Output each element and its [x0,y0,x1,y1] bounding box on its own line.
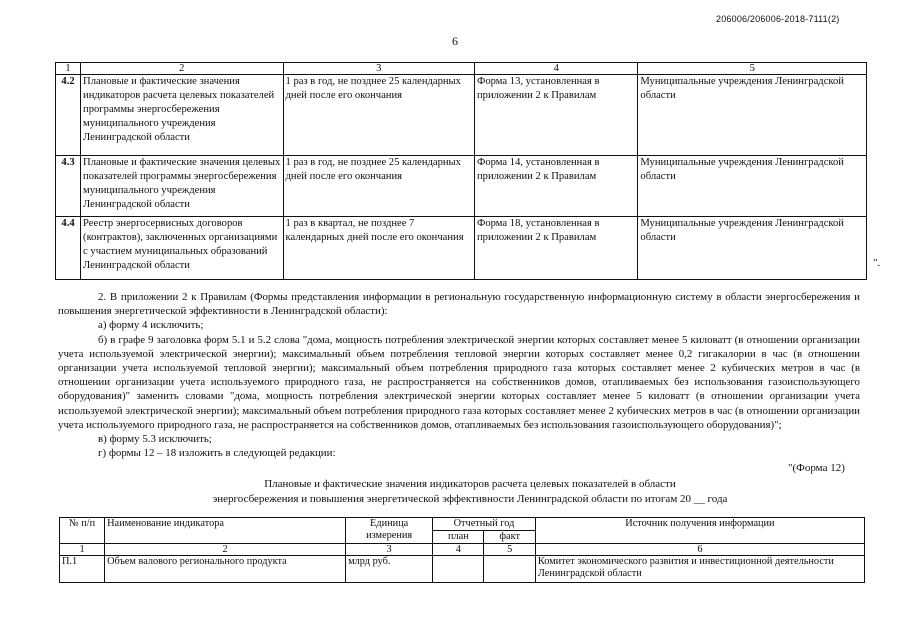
header-year: Отчетный год [433,518,536,531]
row-number: П.1 [60,556,105,583]
column-number-row [60,544,865,556]
row-indicator: Плановые и фактические значения индикаторов расчета целевых показателей программы энергосбережения муниципального учреждения Ленинградской области [81,75,283,156]
row-number: 4.2 [56,75,81,156]
row-responsible: Муниципальные учреждения Ленинградской области [638,217,867,280]
table-header-row [56,63,867,75]
col-number: 6 [535,544,864,556]
paragraph-a: а) форму 4 исключить; [98,319,204,332]
col-number: 4 [433,544,484,556]
row-name: Объем валового регионального продукта [105,556,346,583]
table-header-row [60,518,865,531]
closing-quote: ". [873,257,881,269]
header-num: № п/п [60,518,105,544]
col-number: 2 [105,544,346,556]
form-title [160,477,780,507]
header-col-5: 5 [638,63,867,75]
header-col-1: 1 [56,63,81,75]
header-source: Источник получения информации [535,518,864,544]
col-number: 3 [346,544,433,556]
row-period: 1 раз в квартал, не позднее 7 календарных дней после его окончания [283,217,474,280]
row-responsible: Муниципальные учреждения Ленинградской области [638,156,867,217]
col-number: 1 [60,544,105,556]
header-plan: план [433,531,484,544]
row-unit: млрд руб. [346,556,433,583]
amendment-text [58,290,860,460]
header-col-3: 3 [283,63,474,75]
form-title-line-1: Плановые и фактические значения индикаторов расчета целевых показателей в области [264,478,676,490]
col-number: 5 [484,544,535,556]
row-period: 1 раз в год, не позднее 25 календарных дней после его окончания [283,75,474,156]
form-label: "(Форма 12) [788,462,845,474]
row-fact [484,556,535,583]
row-form: Форма 18, установленная в приложении 2 к Правилам [475,217,638,280]
header-col-4: 4 [475,63,638,75]
row-number: 4.3 [56,156,81,217]
page-number: 6 [452,34,458,48]
header-name: Наименование индикатора [105,518,346,544]
document-id: 206006/206006-2018-7111(2) [716,14,840,24]
header-unit: Единица измерения [346,518,433,544]
paragraph-b: б) в графе 9 заголовка форм 5.1 и 5.2 слова "дома, мощность потребления электрической энергии которых составляет менее 5 киловатт (в отношении организации учета используемой электрической энергии); максимальный объем потребления тепловой энергии которых составляет менее 0,2 гигакалории в час (в отношении организации учета используемой тепловой энергии); максимальный объем потребления природного газа которых составляет менее 2 кубических метров в час (в отношении организации учета используемого природного газа, не распространяется на собственников домов, отапливаемых без использования газоиспользующего оборудования)" заменить словами "дома, мощность потребления электрической энергии которых составляет менее 5 киловатт (в отношении организации учета используемой электрической энергии); максимальный объем потребления природного газа которых составляет менее 2 кубических метров в час (в отношении организации учета используемого природного газа, не распространяется на собственников домов, отапливаемых без использования газоиспользующего оборудования)"; [58,333,860,431]
indicator-table [59,517,865,583]
row-source: Комитет экономического развития и инвестиционной деятельности Ленинградской области [535,556,864,583]
paragraph-v: в) форму 5.3 исключить; [98,433,212,446]
table-row [56,156,867,217]
row-period: 1 раз в год, не позднее 25 календарных дней после его окончания [283,156,474,217]
row-responsible: Муниципальные учреждения Ленинградской области [638,75,867,156]
row-plan [433,556,484,583]
header-fact: факт [484,531,535,544]
table-row [60,556,865,583]
table-row [56,217,867,280]
row-indicator: Плановые и фактические значения целевых показателей программы энергосбережения муниципального учреждения Ленинградской области [81,156,283,217]
form-title-line-2: энергосбережения и повышения энергетической эффективности Ленинградской области по итогам 20 __ года [212,493,728,505]
table-row [56,75,867,156]
row-number: 4.4 [56,217,81,280]
reporting-table [55,62,867,280]
row-form: Форма 13, установленная в приложении 2 к Правилам [475,75,638,156]
paragraph-2: 2. В приложении 2 к Правилам (Формы представления информации в региональную государственную информационную систему в области энергосбережения и повышения энергетической эффективности в Ленинградской области): [58,291,860,318]
header-col-2: 2 [81,63,283,75]
paragraph-g: г) формы 12 – 18 изложить в следующей редакции: [98,447,336,460]
row-indicator: Реестр энергосервисных договоров (контрактов), заключенных организациями с участием муниципальных образований Ленинградской области [81,217,283,280]
row-form: Форма 14, установленная в приложении 2 к Правилам [475,156,638,217]
